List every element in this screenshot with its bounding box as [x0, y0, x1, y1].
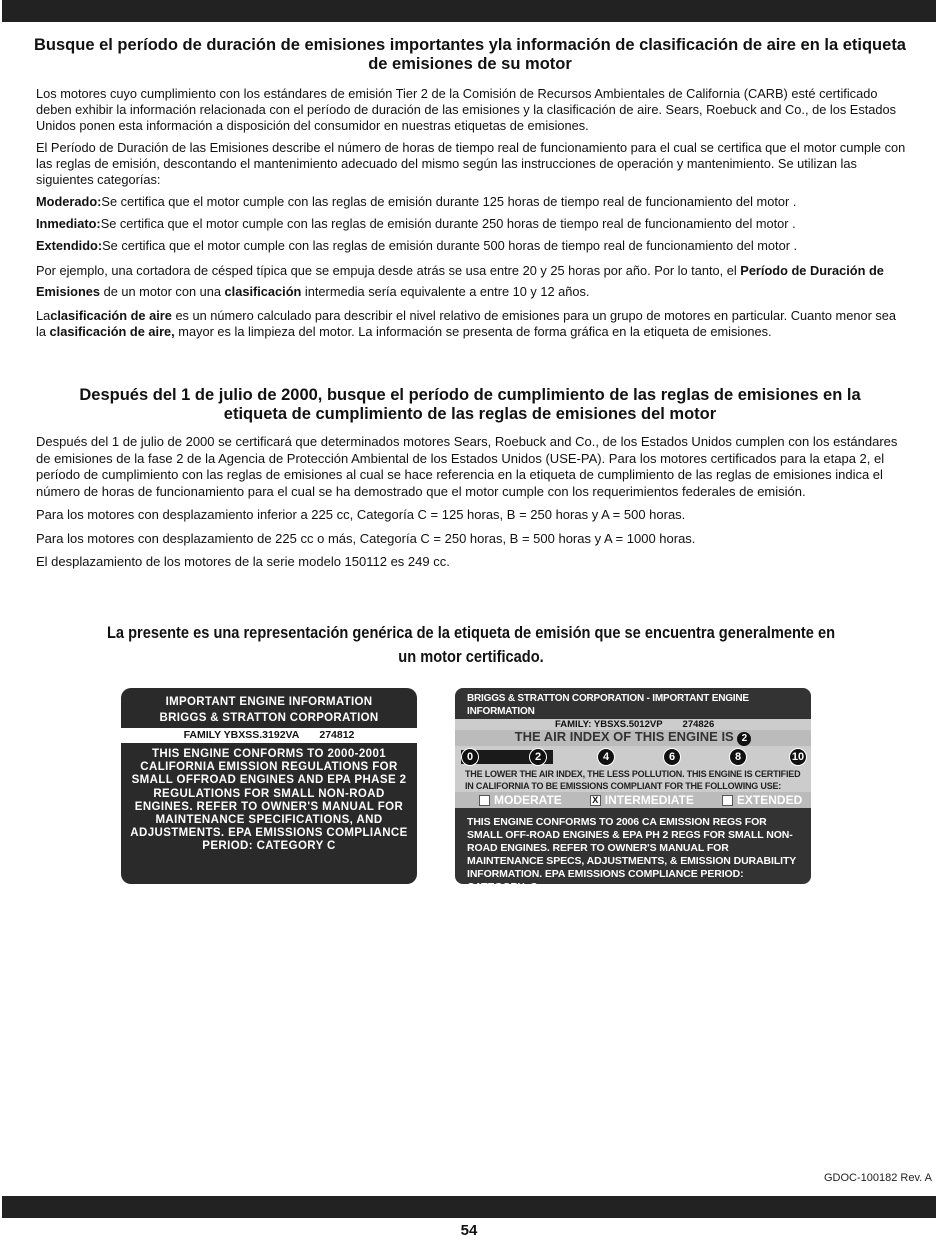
text-inmediato: Se certifica que el motor cumple con las reglas de emisión durante 250 horas de tiempo real de funcionamiento del motor . — [100, 216, 796, 231]
label1-title: IMPORTANT ENGINE INFORMATION — [165, 696, 373, 708]
label2-air-index — [455, 730, 811, 746]
category-moderado — [36, 194, 906, 210]
scale-mark-2: 2 — [529, 748, 547, 766]
document-code: GDOC-100182 Rev. A — [823, 1172, 932, 1184]
category-moderate-label: MODERATE — [494, 793, 562, 807]
term-inmediato: Inmediato: — [36, 216, 101, 231]
term-moderado: Moderado: — [36, 194, 102, 209]
intro-section — [36, 86, 906, 346]
label2-title: BRIGGS & STRATTON CORPORATION - IMPORTANT ENGINE INFORMATION — [467, 693, 749, 717]
air-index-text: THE AIR INDEX OF THIS ENGINE IS — [514, 729, 734, 744]
paragraph-example — [36, 260, 906, 302]
compliance-section — [36, 434, 906, 578]
scale-mark-10: 10 — [789, 748, 807, 766]
emission-label-1 — [121, 688, 417, 884]
emission-label-2 — [455, 688, 811, 893]
checkbox-extended-icon — [722, 795, 733, 806]
category-inmediato — [36, 216, 906, 232]
clasif-text-a: La — [36, 308, 51, 323]
page-number: 54 — [460, 1222, 478, 1239]
category-intermediate-label: INTERMEDIATE — [604, 793, 694, 807]
example-term-period: Período de Duración de Emisiones — [36, 263, 884, 299]
scale-mark-6: 6 — [663, 748, 681, 766]
clasif-term-a: clasificación de aire — [50, 308, 172, 323]
clasif-text-e: mayor es la limpieza del motor. La información se presenta de forma gráfica en la etiqueta de emisiones. — [178, 324, 772, 339]
label2-body: THIS ENGINE CONFORMS TO 2006 CA EMISSION REGS FOR SMALL OFF-ROAD ENGINES & EPA PH 2 REGS FOR SMALL NON-ROAD ENGINES. REFER TO OWNER'S MANUAL FOR MAINTENANCE SPECS, ADJUSTMENTS, & EMISSION DURABILITY INFORMATION. EPA EMISSIONS COMPLIANCE PERIOD: CATEGORY: C — [467, 816, 796, 893]
bottom-bar — [2, 1196, 936, 1218]
air-index-scale — [455, 746, 811, 768]
example-text-e: intermedia sería equivalente a entre 10 y 12 años. — [304, 284, 590, 299]
section-heading-generic-label: La presente es una representación genérica de la etiqueta de emisión que se encuentra generalmente en un motor certificado. — [106, 623, 836, 666]
paragraph-duration: El Período de Duración de las Emisiones describe el número de horas de tiempo real de funcionamiento para el cual se certifica que el motor cumple con las reglas de emisión, descontando el mantenimiento adecuado del mismo según las instrucciones de operación y mantenimiento. Se utilizan las siguientes categorías: — [36, 140, 906, 187]
clasif-text-c: es un número calculado para describir el nivel relativo de emisiones para un grupo de motores en particular. Cuanto menor sea la — [36, 308, 897, 339]
paragraph-displacement: El desplazamiento de los motores de la serie modelo 150112 es 249 cc. — [36, 554, 450, 569]
checkbox-intermediate-checked-icon: X — [590, 795, 601, 806]
label1-body: THIS ENGINE CONFORMS TO 2000-2001 CALIFORNIA EMISSION REGULATIONS FOR SMALL OFFROAD ENGINES AND EPA PHASE 2 REGULATIONS FOR SMALL NON-ROAD ENGINES. REFER TO OWNER'S MANUAL FOR MAINTENANCE SPECIFICATIONS, AND ADJUSTMENTS. EPA EMISSIONS COMPLIANCE PERIOD: CATEGORY C — [130, 748, 408, 853]
label2-categories — [455, 792, 811, 808]
category-extended — [722, 792, 802, 808]
paragraph-epa: Después del 1 de julio de 2000 se certificará que determinados motores Sears, Roebuck and Co., de los Estados Unidos cumplen con los estándares de emisiones de la fase 2 de la Agencia de Protección Ambiental de los Estados Unidos (USE-PA). Para los motores certificados para la etapa 2, el período de cumplimiento con las reglas de emisiones al cual se hace referencia en la etiqueta de cumplimiento de las reglas de emisiones indica el número de horas de funcionamiento para el cual se ha demostrado que el motor cumple con los requerimientos federales de emisión. — [36, 434, 898, 499]
category-extended-label: EXTENDED — [736, 793, 803, 807]
paragraph-under-225cc: Para los motores con desplazamiento inferior a 225 cc, Categoría C = 125 horas, B = 250 horas y A = 500 horas. — [36, 507, 686, 522]
label2-family: FAMILY: YBSXS.5012VP — [555, 719, 663, 730]
label1-code: 274812 — [319, 729, 355, 741]
clasif-term-b: clasificación de aire, — [49, 324, 175, 339]
term-extendido: Extendido: — [36, 238, 103, 253]
text-extendido: Se certifica que el motor cumple con las reglas de emisión durante 500 horas de tiempo real de funcionamiento del motor . — [102, 238, 798, 253]
paragraph-air-classification — [36, 308, 906, 340]
top-bar — [2, 0, 936, 22]
scale-mark-4: 4 — [597, 748, 615, 766]
label2-code: 274826 — [682, 719, 715, 730]
section-heading-compliance-period: Después del 1 de julio de 2000, busque el período de cumplimiento de las reglas de emisiones en la etiqueta de cumplimiento de las reglas de emisiones del motor — [79, 386, 861, 423]
label1-family: FAMILY YBXSS.3192VA — [183, 729, 300, 741]
example-text-c: de un motor con una — [103, 284, 221, 299]
paragraph-over-225cc: Para los motores con desplazamiento de 225 cc o más, Categoría C = 250 horas, B = 500 horas y A = 1000 horas. — [36, 530, 696, 546]
label2-certify-text: THE LOWER THE AIR INDEX, THE LESS POLLUTION. THIS ENGINE IS CERTIFIED IN CALIFORNIA TO BE EMISSIONS COMPLIANT FOR THE FOLLOWING USE: — [455, 768, 811, 792]
paragraph-carb: Los motores cuyo cumplimiento con los estándares de emisión Tier 2 de la Comisión de Recursos Ambientales de California (CARB) esté certificado deben exhibir la información relacionada con el período de duración de las emisiones y la clasificación de aire. Sears, Roebuck and Co., de los Estados Unidos ponen esta información a disposición del consumidor en nuestras etiquetas de emisiones. — [36, 86, 897, 133]
scale-mark-0: 0 — [461, 748, 479, 766]
example-text-a: Por ejemplo, una cortadora de césped típica que se empuja desde atrás se usa entre 20 y 25 horas por año. Por lo tanto, el — [36, 263, 737, 278]
category-moderate — [479, 792, 562, 808]
category-intermediate — [590, 792, 694, 808]
text-moderado: Se certifica que el motor cumple con las reglas de emisión durante 125 horas de tiempo real de funcionamiento del motor . — [101, 194, 797, 209]
air-index-value: 2 — [737, 732, 751, 746]
scale-mark-8: 8 — [729, 748, 747, 766]
label1-family-row — [121, 728, 417, 743]
section-heading-emission-period: Busque el período de duración de emisiones importantes yla información de clasificación de aire en la etiqueta de emisiones de su motor — [34, 36, 906, 73]
example-term-classification: clasificación — [224, 284, 302, 299]
checkbox-moderate-icon — [479, 795, 490, 806]
category-extendido — [36, 238, 906, 254]
label1-company: BRIGGS & STRATTON CORPORATION — [159, 712, 379, 724]
